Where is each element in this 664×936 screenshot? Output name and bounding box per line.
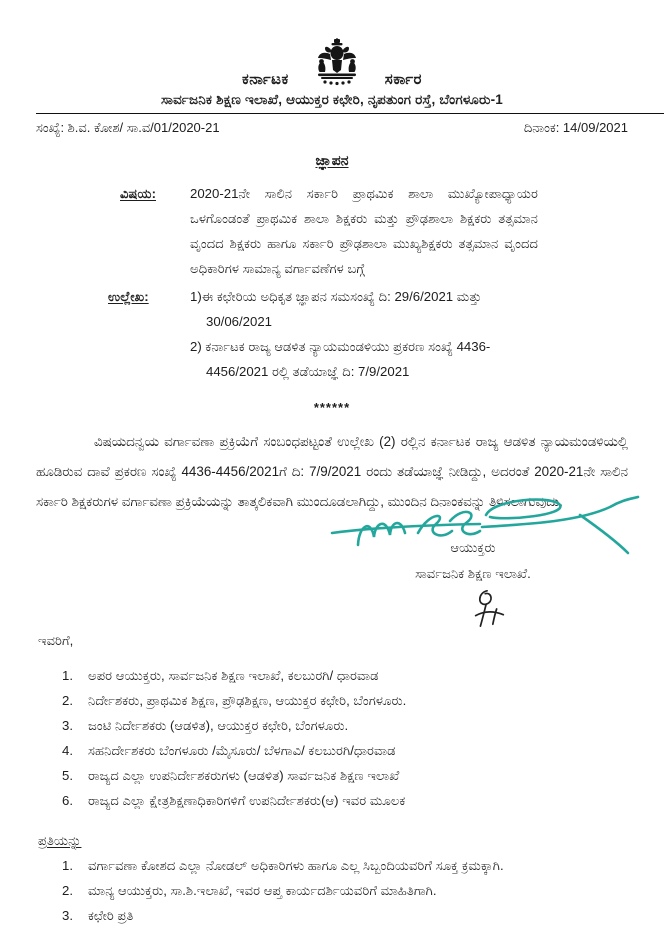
- header-divider: [36, 113, 664, 114]
- separator-stars: ******: [313, 400, 351, 415]
- list-item: 6. ರಾಜ್ಯದ ಎಲ್ಲಾ ಕ್ಷೇತ್ರಶಿಕ್ಷಣಾಧಿಕಾರಿಗಳಿಗೆ ಉಪನಿರ್ದೇಶಕರು(ಆ) ಇವರ ಮೂಲಕ: [62, 793, 406, 808]
- signatory: [358, 535, 588, 587]
- copy-section-heading: ಪ್ರತಿಯನ್ನು: [38, 833, 82, 848]
- list-item: 1. ಅಪರ ಆಯುಕ್ತರು, ಸಾರ್ವಜನಿಕ ಶಿಕ್ಷಣ ಇಲಾಖೆ, ಕಲಬುರಗಿ/ ಧಾರವಾಡ: [62, 668, 379, 683]
- distribution-list: [34, 663, 630, 813]
- signatory-title: ಆಯುಕ್ತರು: [450, 540, 496, 555]
- memo-body-paragraph: ವಿಷಯದನ್ವಯ ವರ್ಗಾವಣಾ ಪ್ರಕ್ರಿಯೆಗೆ ಸಂಬಂಧಪಟ್ಟಂತೆ ಉಲ್ಲೇಖ (2) ರಲ್ಲಿನ ಕರ್ನಾಟಕ ರಾಜ್ಯ ಆಡಳಿತ ನ್ಯಾಯಮಂಡಳಿಯಲ್ಲಿ ಹೂಡಿರುವ ದಾವೆ ಪ್ರಕರಣ ಸಂಖ್ಯೆ 4436-4456/2021ಗೆ ದಿ: 7/9/2021 ರಂದು ತಡೆಯಾಜ್ಞೆ ನೀಡಿದ್ದು, ಅದರಂತೆ 2020-21ನೇ ಸಾಲಿನ ಸರ್ಕಾರಿ ಶಿಕ್ಷಕರುಗಳ ವರ್ಗಾವಣಾ ಪ್ರಕ್ರಿಯೆಯನ್ನು ತಾತ್ಕಲಿಕವಾಗಿ ಮುಂದೂಡಲಾಗಿದ್ದು, ಮುಂದಿನ ದಿನಾಂಕವನ್ನು ತಿಳಿಸಲಾಗುವುದು.: [36, 434, 628, 509]
- reference-date-row: [34, 120, 630, 136]
- reference-label: ಉಲ್ಲೇಖ:: [108, 289, 149, 304]
- government-header: [34, 38, 630, 88]
- gov-name-right: ಸರ್ಕಾರ: [384, 71, 422, 88]
- letter-date: ದಿನಾಂಕ: 14/09/2021: [523, 120, 628, 135]
- department-address-line: ಸಾರ್ವಜನಿಕ ಶಿಕ್ಷಣ ಇಲಾಖೆ, ಆಯುಕ್ತರ ಕಛೇರಿ, ನೃಪತುಂಗ ರಸ್ತೆ, ಬೆಂಗಳೂರು-1: [160, 92, 504, 107]
- subject-text: 2020-21ನೇ ಸಾಲಿನ ಸರ್ಕಾರಿ ಪ್ರಾಥಮಿಕ ಶಾಲಾ ಮುಖ್ಯೋಪಾಧ್ಯಾಯರ ಒಳಗೊಂಡಂತೆ ಪ್ರಾಥಮಿಕ ಶಾಲಾ ಶಿಕ್ಷಕರು ಮತ್ತು ಪ್ರೌಢಶಾಲಾ ಶಿಕ್ಷಕರು ತತ್ಸಮಾನ ವೃಂದದ ಶಿಕ್ಷಕರು ಹಾಗೂ ಸರ್ಕಾರಿ ಪ್ರೌಢಶಾಲಾ ಮುಖ್ಯಶಿಕ್ಷಕರು ತತ್ಸಮಾನ ವೃಂದದ ಅಧಿಕಾರಿಗಳ ಸಾಮಾನ್ಯ ವರ್ಗಾವಣೆಗಳ ಬಗ್ಗೆ: [190, 186, 538, 276]
- list-item: 3. ಕಛೇರಿ ಪ್ರತಿ: [62, 908, 134, 923]
- signatory-department: ಸಾರ್ವಜನಿಕ ಶಿಕ್ಷಣ ಇಲಾಖೆ.: [415, 566, 531, 581]
- reference-item: 2) ಕರ್ನಾಟಕ ರಾಜ್ಯ ಆಡಳಿತ ನ್ಯಾಯಮಂಡಳಿಯು ಪ್ರಕರಣ ಸಂಖ್ಯೆ 4436-4456/2021 ರಲ್ಲಿ ತಡೆಯಾಜ್ಞೆ ದಿ: 7/9/2021: [190, 339, 491, 379]
- list-item: 4. ಸಹನಿರ್ದೇಶಕರು ಬೆಂಗಳೂರು /ಮೈಸೂರು/ ಬೆಳಗಾವಿ/ ಕಲಬುರಗಿ/ಧಾರವಾಡ: [62, 743, 396, 758]
- list-item: 5. ರಾಜ್ಯದ ಎಲ್ಲಾ ಉಪನಿರ್ದೇಶಕರುಗಳು (ಆಡಳಿತ) ಸಾರ್ವಜನಿಕ ಶಿಕ್ಷಣ ಇಲಾಖೆ: [62, 768, 400, 783]
- reference-items: [190, 284, 538, 384]
- copy-list: [34, 853, 630, 928]
- gov-name-left: ಕರ್ನಾಟಕ: [242, 71, 289, 88]
- list-item: 1. ವರ್ಗಾವಣಾ ಕೋಶದ ಎಲ್ಲಾ ನೋಡಲ್ ಅಧಿಕಾರಿಗಳು ಹಾಗೂ ಎಲ್ಲ ಸಿಬ್ಬಂದಿಯವರಿಗೆ ಸೂಕ್ತ ಕ್ರಮಕ್ಕಾಗಿ.: [62, 858, 504, 873]
- subject-block: [34, 181, 630, 281]
- letter-number: ಸಂಖ್ಯೆ: ಶಿ.ವ. ಕೋಶ/ ಸಾ.ವ/01/2020-21: [36, 120, 220, 135]
- list-item: 2. ನಿರ್ದೇಶಕರು, ಪ್ರಾಥಮಿಕ ಶಿಕ್ಷಣ, ಪ್ರೌಢಶಿಕ್ಷಣ, ಆಯುಕ್ತರ ಕಛೇರಿ, ಬೆಂಗಳೂರು.: [62, 693, 407, 708]
- reference-item: 1)ಈ ಕಛೇರಿಯ ಅಧಿಕೃತ ಜ್ಞಾಪನ ಸಮಸಂಖ್ಯೆ ದಿ: 29/6/2021 ಮತ್ತು 30/06/2021: [190, 289, 482, 329]
- karnataka-emblem-icon: [315, 38, 359, 88]
- reference-block: [34, 284, 630, 384]
- list-item: 2. ಮಾನ್ಯ ಆಯುಕ್ತರು, ಸಾ.ಶಿ.ಇಲಾಖೆ, ಇವರ ಆಪ್ತ ಕಾರ್ಯದರ್ಶಿಯವರಿಗೆ ಮಾಹಿತಿಗಾಗಿ.: [62, 883, 437, 898]
- distribution-heading: ಇವರಿಗೆ,: [38, 633, 74, 648]
- verification-initial-ink: [468, 587, 510, 629]
- subject-label: ವಿಷಯ:: [120, 186, 156, 201]
- memo-title: ಜ್ಞಾಪನ: [315, 152, 349, 168]
- list-item: 3. ಜಂಟಿ ನಿರ್ದೇಶಕರು (ಆಡಳಿತ), ಆಯುಕ್ತರ ಕಛೇರಿ, ಬೆಂಗಳೂರು.: [62, 718, 349, 733]
